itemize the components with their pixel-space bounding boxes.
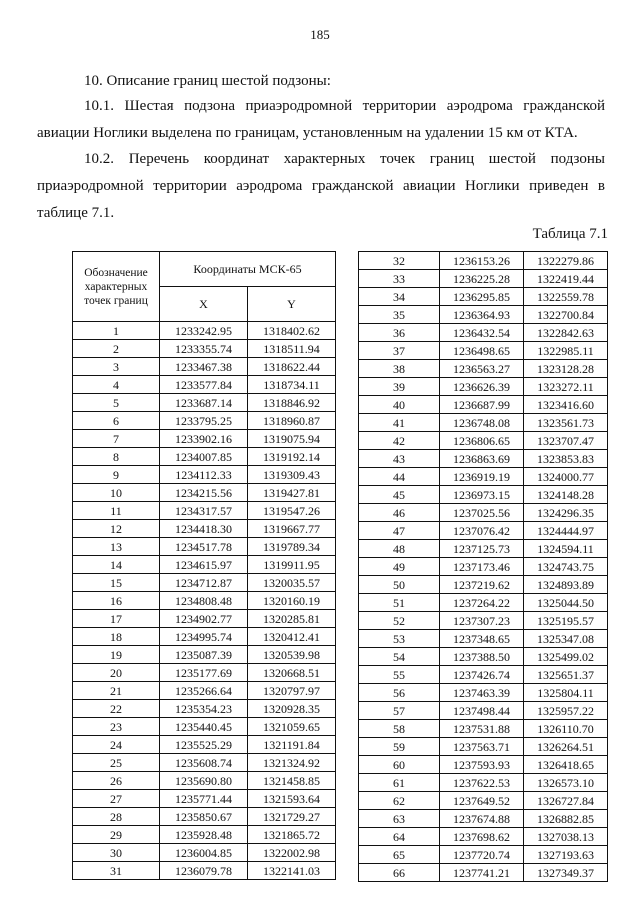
y-coordinate-cell: 1324444.97 — [524, 522, 608, 540]
y-coordinate-cell: 1319667.77 — [248, 520, 336, 538]
y-coordinate-cell: 1324296.35 — [524, 504, 608, 522]
point-number-cell: 7 — [73, 430, 160, 448]
table-row — [359, 270, 608, 288]
table-row — [359, 612, 608, 630]
x-coordinate-cell: 1237622.53 — [440, 774, 524, 792]
table-row — [73, 466, 336, 484]
point-number-cell: 59 — [359, 738, 440, 756]
y-coordinate-cell: 1322141.03 — [248, 862, 336, 880]
y-coordinate-cell: 1323416.60 — [524, 396, 608, 414]
x-coordinate-cell: 1237173.46 — [440, 558, 524, 576]
y-coordinate-cell: 1325195.57 — [524, 612, 608, 630]
y-coordinate-cell: 1322700.84 — [524, 306, 608, 324]
x-coordinate-cell: 1234215.56 — [160, 484, 248, 502]
point-number-cell: 53 — [359, 630, 440, 648]
x-coordinate-cell: 1237463.39 — [440, 684, 524, 702]
x-coordinate-cell: 1233467.38 — [160, 358, 248, 376]
y-coordinate-cell: 1324893.89 — [524, 576, 608, 594]
point-number-cell: 60 — [359, 756, 440, 774]
table-row — [73, 448, 336, 466]
table-row — [73, 664, 336, 682]
x-coordinate-cell: 1235177.69 — [160, 664, 248, 682]
y-coordinate-cell: 1320412.41 — [248, 628, 336, 646]
point-number-cell: 35 — [359, 306, 440, 324]
y-coordinate-cell: 1320539.98 — [248, 646, 336, 664]
point-number-cell: 15 — [73, 574, 160, 592]
y-coordinate-cell: 1318734.11 — [248, 376, 336, 394]
x-coordinate-cell: 1235354.23 — [160, 700, 248, 718]
table-row — [359, 576, 608, 594]
x-coordinate-cell: 1236432.54 — [440, 324, 524, 342]
point-number-cell: 41 — [359, 414, 440, 432]
table-caption: Таблица 7.1 — [532, 226, 608, 242]
y-coordinate-cell: 1322419.44 — [524, 270, 608, 288]
y-coordinate-cell: 1319075.94 — [248, 430, 336, 448]
point-number-cell: 13 — [73, 538, 160, 556]
y-coordinate-cell: 1324743.75 — [524, 558, 608, 576]
point-number-cell: 32 — [359, 252, 440, 270]
x-coordinate-cell: 1233577.84 — [160, 376, 248, 394]
y-coordinate-cell: 1325957.22 — [524, 702, 608, 720]
x-coordinate-cell: 1237531.88 — [440, 720, 524, 738]
y-coordinate-cell: 1318960.87 — [248, 412, 336, 430]
x-coordinate-cell: 1236687.99 — [440, 396, 524, 414]
y-coordinate-cell: 1324000.77 — [524, 468, 608, 486]
point-number-cell: 44 — [359, 468, 440, 486]
point-number-cell: 1 — [73, 322, 160, 340]
header-point-designation: Обозначение характерных точек границ — [73, 252, 160, 322]
x-coordinate-cell: 1235690.80 — [160, 772, 248, 790]
x-coordinate-cell: 1236225.28 — [440, 270, 524, 288]
y-coordinate-cell: 1327349.37 — [524, 864, 608, 882]
x-coordinate-cell: 1234995.74 — [160, 628, 248, 646]
table-row — [359, 828, 608, 846]
point-number-cell: 49 — [359, 558, 440, 576]
point-number-cell: 25 — [73, 754, 160, 772]
y-coordinate-cell: 1326727.84 — [524, 792, 608, 810]
table-row — [73, 862, 336, 880]
y-coordinate-cell: 1326882.85 — [524, 810, 608, 828]
point-number-cell: 21 — [73, 682, 160, 700]
y-coordinate-cell: 1323272.11 — [524, 378, 608, 396]
table-row — [73, 790, 336, 808]
point-number-cell: 64 — [359, 828, 440, 846]
x-coordinate-cell: 1237563.71 — [440, 738, 524, 756]
y-coordinate-cell: 1322279.86 — [524, 252, 608, 270]
table-row — [73, 394, 336, 412]
table-row — [73, 826, 336, 844]
point-number-cell: 17 — [73, 610, 160, 628]
point-number-cell: 18 — [73, 628, 160, 646]
x-coordinate-cell: 1233902.16 — [160, 430, 248, 448]
x-coordinate-cell: 1234712.87 — [160, 574, 248, 592]
y-coordinate-cell: 1322559.78 — [524, 288, 608, 306]
right-table-body — [359, 252, 608, 882]
x-coordinate-cell: 1237025.56 — [440, 504, 524, 522]
table-row — [359, 702, 608, 720]
point-number-cell: 39 — [359, 378, 440, 396]
y-coordinate-cell: 1322985.11 — [524, 342, 608, 360]
x-coordinate-cell: 1237593.93 — [440, 756, 524, 774]
y-coordinate-cell: 1323561.73 — [524, 414, 608, 432]
y-coordinate-cell: 1318402.62 — [248, 322, 336, 340]
y-coordinate-cell: 1320285.81 — [248, 610, 336, 628]
x-coordinate-cell: 1233355.74 — [160, 340, 248, 358]
table-row — [359, 846, 608, 864]
table-row — [359, 792, 608, 810]
y-coordinate-cell: 1325044.50 — [524, 594, 608, 612]
point-number-cell: 8 — [73, 448, 160, 466]
table-row — [359, 540, 608, 558]
x-coordinate-cell: 1234902.77 — [160, 610, 248, 628]
table-row — [73, 538, 336, 556]
table-row — [359, 378, 608, 396]
point-number-cell: 63 — [359, 810, 440, 828]
x-coordinate-cell: 1235608.74 — [160, 754, 248, 772]
point-number-cell: 3 — [73, 358, 160, 376]
point-number-cell: 56 — [359, 684, 440, 702]
y-coordinate-cell: 1324148.28 — [524, 486, 608, 504]
table-row — [359, 720, 608, 738]
point-number-cell: 47 — [359, 522, 440, 540]
y-coordinate-cell: 1326110.70 — [524, 720, 608, 738]
x-coordinate-cell: 1234317.57 — [160, 502, 248, 520]
table-row — [359, 594, 608, 612]
table-row — [359, 558, 608, 576]
x-coordinate-cell: 1236919.19 — [440, 468, 524, 486]
point-number-cell: 28 — [73, 808, 160, 826]
point-number-cell: 12 — [73, 520, 160, 538]
y-coordinate-cell: 1323128.28 — [524, 360, 608, 378]
y-coordinate-cell: 1324594.11 — [524, 540, 608, 558]
x-coordinate-cell: 1237348.65 — [440, 630, 524, 648]
page-number: 185 — [310, 27, 330, 42]
point-number-cell: 40 — [359, 396, 440, 414]
point-number-cell: 11 — [73, 502, 160, 520]
x-coordinate-cell: 1237219.62 — [440, 576, 524, 594]
y-coordinate-cell: 1321324.92 — [248, 754, 336, 772]
table-row — [359, 810, 608, 828]
x-coordinate-cell: 1236079.78 — [160, 862, 248, 880]
point-number-cell: 6 — [73, 412, 160, 430]
paragraph-coordinates-list: 10.2. Перечень координат характерных точек границ шестой подзоны приаэродромной территории аэродрома гражданской авиации Ноглики приведен в таблице 7.1. — [37, 151, 605, 221]
y-coordinate-cell: 1325499.02 — [524, 648, 608, 666]
point-number-cell: 10 — [73, 484, 160, 502]
table-row — [73, 844, 336, 862]
x-coordinate-cell: 1236626.39 — [440, 378, 524, 396]
table-row — [359, 324, 608, 342]
point-number-cell: 29 — [73, 826, 160, 844]
x-coordinate-cell: 1236295.85 — [440, 288, 524, 306]
header-coordinates: Координаты МСК-65 — [160, 252, 336, 287]
y-coordinate-cell: 1320797.97 — [248, 682, 336, 700]
y-coordinate-cell: 1321458.85 — [248, 772, 336, 790]
y-coordinate-cell: 1325804.11 — [524, 684, 608, 702]
table-row — [359, 738, 608, 756]
x-coordinate-cell: 1235087.39 — [160, 646, 248, 664]
point-number-cell: 43 — [359, 450, 440, 468]
y-coordinate-cell: 1319789.34 — [248, 538, 336, 556]
point-number-cell: 36 — [359, 324, 440, 342]
y-coordinate-cell: 1318511.94 — [248, 340, 336, 358]
table-row — [359, 252, 608, 270]
point-number-cell: 31 — [73, 862, 160, 880]
y-coordinate-cell: 1321191.84 — [248, 736, 336, 754]
x-coordinate-cell: 1235525.29 — [160, 736, 248, 754]
y-coordinate-cell: 1325651.37 — [524, 666, 608, 684]
y-coordinate-cell: 1318846.92 — [248, 394, 336, 412]
point-number-cell: 33 — [359, 270, 440, 288]
point-number-cell: 42 — [359, 432, 440, 450]
y-coordinate-cell: 1319911.95 — [248, 556, 336, 574]
x-coordinate-cell: 1237498.44 — [440, 702, 524, 720]
x-coordinate-cell: 1236863.69 — [440, 450, 524, 468]
y-coordinate-cell: 1322842.63 — [524, 324, 608, 342]
table-row — [73, 628, 336, 646]
table-row — [73, 808, 336, 826]
x-coordinate-cell: 1237125.73 — [440, 540, 524, 558]
point-number-cell: 65 — [359, 846, 440, 864]
point-number-cell: 19 — [73, 646, 160, 664]
x-coordinate-cell: 1235928.48 — [160, 826, 248, 844]
x-coordinate-cell: 1235440.45 — [160, 718, 248, 736]
x-coordinate-cell: 1236806.65 — [440, 432, 524, 450]
header-y: Y — [248, 287, 336, 322]
y-coordinate-cell: 1320928.35 — [248, 700, 336, 718]
x-coordinate-cell: 1237264.22 — [440, 594, 524, 612]
table-row — [73, 700, 336, 718]
point-number-cell: 26 — [73, 772, 160, 790]
point-number-cell: 9 — [73, 466, 160, 484]
point-number-cell: 58 — [359, 720, 440, 738]
table-row — [359, 756, 608, 774]
x-coordinate-cell: 1234615.97 — [160, 556, 248, 574]
table-row — [73, 430, 336, 448]
table-row — [359, 342, 608, 360]
x-coordinate-cell: 1237388.50 — [440, 648, 524, 666]
table-row — [359, 630, 608, 648]
point-number-cell: 16 — [73, 592, 160, 610]
x-coordinate-cell: 1235771.44 — [160, 790, 248, 808]
table-row — [359, 396, 608, 414]
table-row — [73, 484, 336, 502]
y-coordinate-cell: 1326573.10 — [524, 774, 608, 792]
point-number-cell: 20 — [73, 664, 160, 682]
table-row — [359, 360, 608, 378]
table-row — [73, 376, 336, 394]
x-coordinate-cell: 1237741.21 — [440, 864, 524, 882]
x-coordinate-cell: 1236748.08 — [440, 414, 524, 432]
table-row — [73, 412, 336, 430]
point-number-cell: 24 — [73, 736, 160, 754]
point-number-cell: 48 — [359, 540, 440, 558]
point-number-cell: 45 — [359, 486, 440, 504]
point-number-cell: 4 — [73, 376, 160, 394]
y-coordinate-cell: 1325347.08 — [524, 630, 608, 648]
y-coordinate-cell: 1319309.43 — [248, 466, 336, 484]
x-coordinate-cell: 1234418.30 — [160, 520, 248, 538]
y-coordinate-cell: 1320035.57 — [248, 574, 336, 592]
y-coordinate-cell: 1327193.63 — [524, 846, 608, 864]
point-number-cell: 37 — [359, 342, 440, 360]
table-row — [359, 648, 608, 666]
coordinates-table-left — [72, 251, 336, 880]
x-coordinate-cell: 1235850.67 — [160, 808, 248, 826]
table-row — [359, 522, 608, 540]
y-coordinate-cell: 1326418.65 — [524, 756, 608, 774]
point-number-cell: 52 — [359, 612, 440, 630]
coordinates-table-right — [358, 251, 608, 882]
table-row — [73, 718, 336, 736]
y-coordinate-cell: 1319427.81 — [248, 484, 336, 502]
point-number-cell: 46 — [359, 504, 440, 522]
x-coordinate-cell: 1234112.33 — [160, 466, 248, 484]
x-coordinate-cell: 1236563.27 — [440, 360, 524, 378]
table-row — [359, 468, 608, 486]
point-number-cell: 50 — [359, 576, 440, 594]
x-coordinate-cell: 1237076.42 — [440, 522, 524, 540]
table-row — [73, 592, 336, 610]
y-coordinate-cell: 1319192.14 — [248, 448, 336, 466]
table-row — [73, 358, 336, 376]
y-coordinate-cell: 1326264.51 — [524, 738, 608, 756]
x-coordinate-cell: 1237698.62 — [440, 828, 524, 846]
point-number-cell: 57 — [359, 702, 440, 720]
y-coordinate-cell: 1320160.19 — [248, 592, 336, 610]
x-coordinate-cell: 1233687.14 — [160, 394, 248, 412]
x-coordinate-cell: 1237649.52 — [440, 792, 524, 810]
x-coordinate-cell: 1233242.95 — [160, 322, 248, 340]
point-number-cell: 62 — [359, 792, 440, 810]
point-number-cell: 30 — [73, 844, 160, 862]
x-coordinate-cell: 1237426.74 — [440, 666, 524, 684]
y-coordinate-cell: 1321729.27 — [248, 808, 336, 826]
y-coordinate-cell: 1323707.47 — [524, 432, 608, 450]
section-title: 10. Описание границ шестой подзоны: — [84, 73, 331, 89]
point-number-cell: 54 — [359, 648, 440, 666]
point-number-cell: 66 — [359, 864, 440, 882]
table-row — [73, 556, 336, 574]
table-row — [73, 340, 336, 358]
y-coordinate-cell: 1321059.65 — [248, 718, 336, 736]
point-number-cell: 34 — [359, 288, 440, 306]
table-row — [359, 450, 608, 468]
point-number-cell: 27 — [73, 790, 160, 808]
point-number-cell: 14 — [73, 556, 160, 574]
table-row — [359, 486, 608, 504]
table-row — [73, 610, 336, 628]
x-coordinate-cell: 1233795.25 — [160, 412, 248, 430]
point-number-cell: 5 — [73, 394, 160, 412]
point-number-cell: 61 — [359, 774, 440, 792]
table-row — [359, 864, 608, 882]
table-row — [73, 520, 336, 538]
x-coordinate-cell: 1236498.65 — [440, 342, 524, 360]
table-row — [359, 684, 608, 702]
y-coordinate-cell: 1322002.98 — [248, 844, 336, 862]
y-coordinate-cell: 1321593.64 — [248, 790, 336, 808]
table-row — [73, 736, 336, 754]
table-row — [359, 414, 608, 432]
x-coordinate-cell: 1236153.26 — [440, 252, 524, 270]
x-coordinate-cell: 1234517.78 — [160, 538, 248, 556]
y-coordinate-cell: 1327038.13 — [524, 828, 608, 846]
x-coordinate-cell: 1234808.48 — [160, 592, 248, 610]
point-number-cell: 55 — [359, 666, 440, 684]
left-table-body — [73, 322, 336, 880]
table-row — [359, 288, 608, 306]
y-coordinate-cell: 1323853.83 — [524, 450, 608, 468]
x-coordinate-cell: 1236004.85 — [160, 844, 248, 862]
table-row — [73, 754, 336, 772]
table-row — [73, 772, 336, 790]
x-coordinate-cell: 1235266.64 — [160, 682, 248, 700]
header-x: X — [160, 287, 248, 322]
table-row — [73, 502, 336, 520]
table-row — [359, 504, 608, 522]
x-coordinate-cell: 1237720.74 — [440, 846, 524, 864]
x-coordinate-cell: 1236364.93 — [440, 306, 524, 324]
point-number-cell: 38 — [359, 360, 440, 378]
x-coordinate-cell: 1236973.15 — [440, 486, 524, 504]
table-row — [359, 666, 608, 684]
y-coordinate-cell: 1321865.72 — [248, 826, 336, 844]
y-coordinate-cell: 1319547.26 — [248, 502, 336, 520]
y-coordinate-cell: 1318622.44 — [248, 358, 336, 376]
point-number-cell: 23 — [73, 718, 160, 736]
point-number-cell: 2 — [73, 340, 160, 358]
x-coordinate-cell: 1237307.23 — [440, 612, 524, 630]
table-row — [359, 306, 608, 324]
table-row — [359, 432, 608, 450]
x-coordinate-cell: 1234007.85 — [160, 448, 248, 466]
table-row — [359, 774, 608, 792]
paragraph-subzone-definition: 10.1. Шестая подзона приаэродромной территории аэродрома гражданской авиации Ноглики выделена по границам, установленным на удалении 15 км от КТА. — [37, 98, 605, 141]
table-row — [73, 646, 336, 664]
y-coordinate-cell: 1320668.51 — [248, 664, 336, 682]
table-row — [73, 682, 336, 700]
table-row — [73, 574, 336, 592]
point-number-cell: 51 — [359, 594, 440, 612]
x-coordinate-cell: 1237674.88 — [440, 810, 524, 828]
point-number-cell: 22 — [73, 700, 160, 718]
table-row — [73, 322, 336, 340]
